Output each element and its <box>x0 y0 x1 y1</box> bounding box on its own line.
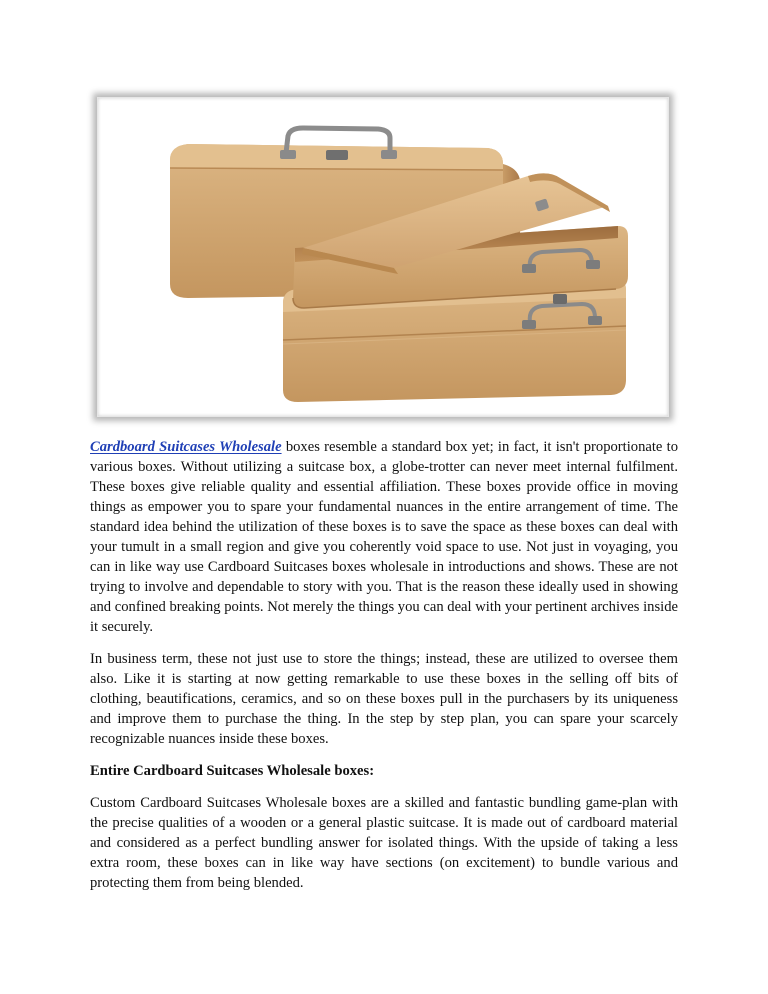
cardboard-suitcases-wholesale-link[interactable]: Cardboard Suitcases Wholesale <box>90 439 282 455</box>
article-body <box>90 437 678 905</box>
paragraph-3: Custom Cardboard Suitcases Wholesale boxes are a skilled and fantastic bundling game-plan with the precise qualities of a wooden or a general plastic suitcase. It is made out of cardboard material and considered as a perfect bundling answer for isolated things. With the upside of taking a less extra room, these boxes can in like way have sections (on excitement) to bundle various and protecting them from being blended. <box>90 795 678 891</box>
paragraph-2: In business term, these not just use to store the things; instead, these are utilized to oversee them also. Like it is starting at now getting remarkable to use these boxes in the selling off bits of clothing, beautifications, ceramics, and so on these boxes pull in the purchasers by its uniqueness and improve them to purchase the thing. In the step by step plan, you can spare your scarcely recognizable nuances inside these boxes. <box>90 651 678 747</box>
suitcase-boxes-image <box>97 97 669 417</box>
cardboard-suitcases-illustration <box>98 98 668 416</box>
paragraph-1 <box>90 437 678 637</box>
paragraph-1-text: boxes resemble a standard box yet; in fact, it isn't proportionate to various boxes. Without utilizing a suitcase box, a globe-trotter can never meet internal fulfilment. These boxes give reliable quality and essential affiliation. These boxes provide office in moving things as empower you to spare your fundamental nuances in the entire arrangement of time. The standard idea behind the utilization of these boxes is to save the space as these boxes can deal with your tumult in a small region and give you coherently void space to use. Not just in voyaging, you can in like way use Cardboard Suitcases boxes wholesale in introductions and shows. These are not trying to involve and dependable to story with you. That is the reason these ideally used in showing and confined breaking points. Not merely the things you can deal with your pertinent archives inside it securely. <box>90 439 679 635</box>
section-heading: Entire Cardboard Suitcases Wholesale boxes: <box>90 763 375 779</box>
